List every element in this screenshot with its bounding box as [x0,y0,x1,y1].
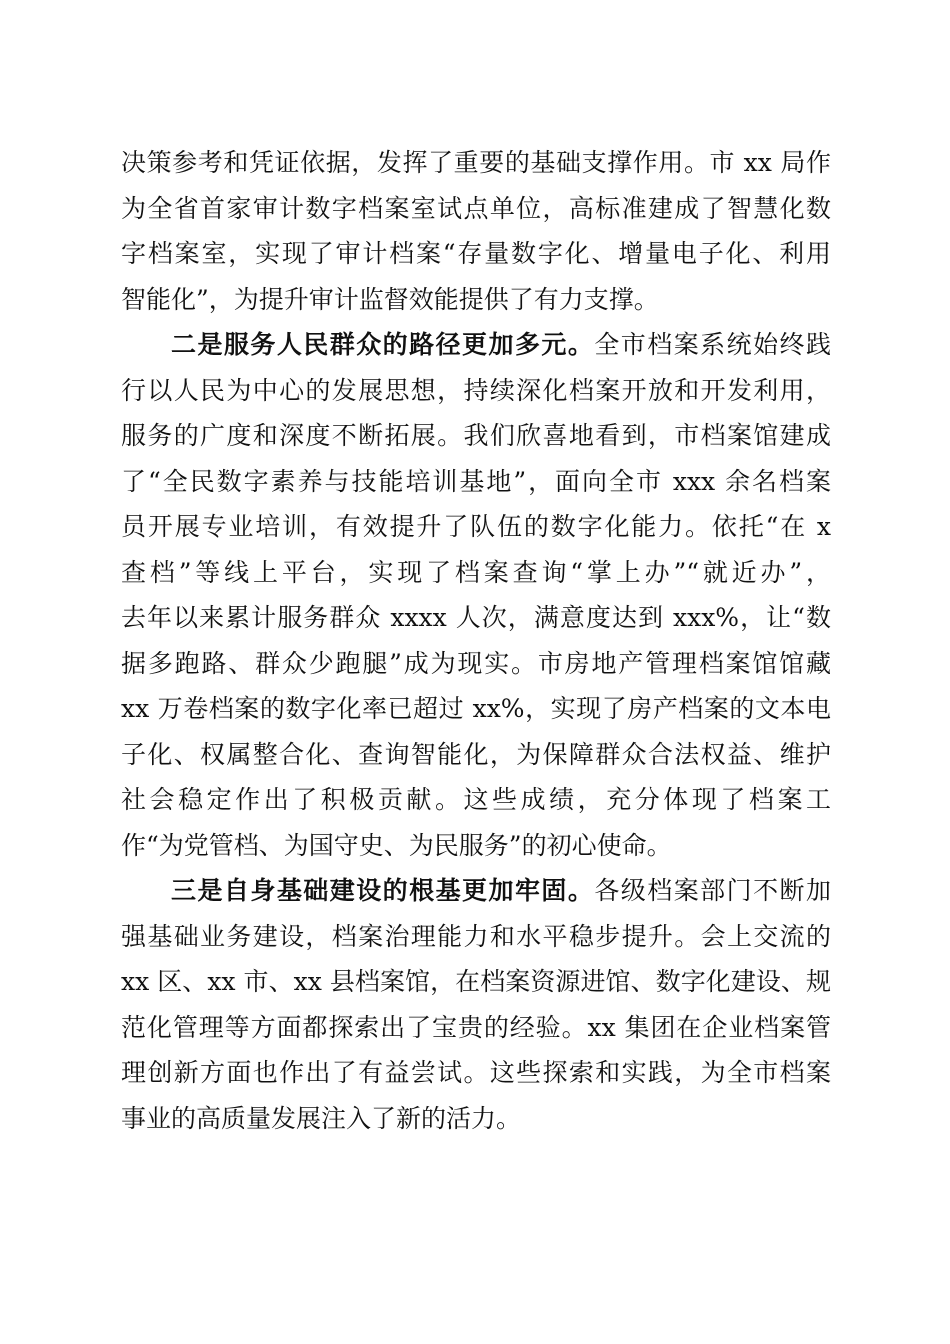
paragraph-3 [121,868,831,1141]
text-line: xx 万卷档案的数字化率已超过 xx%，实现了房产档案的文本电 [121,694,831,723]
text-line: xx 区、xx 市、xx 县档案馆，在档案资源进馆、数字化建设、规 [121,967,831,996]
text-line-rest: 全市档案系统始终践 [594,330,831,359]
paragraph-lead-heading: 三是自身基础建设的根基更加牢固。 [171,876,595,905]
text-line: 作“为党管档、为国守史、为民服务”的初心使命。 [121,830,672,860]
text-line: 字档案室，实现了审计档案“存量数字化、增量电子化、利用 [121,239,831,268]
paragraph-1 [121,140,831,322]
text-line: 行以人民为中心的发展思想，持续深化档案开放和开发利用， [121,375,831,405]
text-line: 范化管理等方面都探索出了宝贵的经验。xx 集团在企业档案管 [121,1012,831,1042]
text-line-rest: 各级档案部门不断加 [594,876,831,905]
text-line: 社会稳定作出了积极贡献。这些成绩，充分体现了档案工 [121,785,831,814]
document-body [121,140,831,1141]
text-line: 去年以来累计服务群众 xxxx 人次，满意度达到 xxx%，让“数 [121,603,831,632]
text-line: 了“全民数字素养与技能培训基地”，面向全市 xxx 余名档案 [121,466,831,496]
text-line [121,868,831,914]
text-line: 理创新方面也作出了有益尝试。这些探索和实践，为全市档案 [121,1058,831,1087]
text-line: 查档”等线上平台，实现了档案查询“掌上办”“就近办”， [121,557,831,587]
text-line: 据多跑路、群众少跑腿”成为现实。市房地产管理档案馆馆藏 [121,648,831,678]
paragraph-2 [121,322,831,868]
text-line: 服务的广度和深度不断拓展。我们欣喜地看到，市档案馆建成 [121,421,831,450]
text-line: 强基础业务建设，档案治理能力和水平稳步提升。会上交流的 [121,921,831,951]
paragraph-lead-heading: 二是服务人民群众的路径更加多元。 [171,330,595,359]
text-line [121,322,831,368]
text-line: 为全省首家审计数字档案室试点单位，高标准建成了智慧化数 [121,193,831,223]
text-line: 决策参考和凭证依据，发挥了重要的基础支撑作用。市 xx 局作 [121,148,831,177]
text-line: 子化、权属整合化、查询智能化，为保障群众合法权益、维护 [121,739,831,769]
text-line: 智能化”，为提升审计监督效能提供了有力支撑。 [121,284,659,314]
text-line: 员开展专业培训，有效提升了队伍的数字化能力。依托“在 x [121,512,831,541]
text-line: 事业的高质量发展注入了新的活力。 [121,1103,522,1133]
